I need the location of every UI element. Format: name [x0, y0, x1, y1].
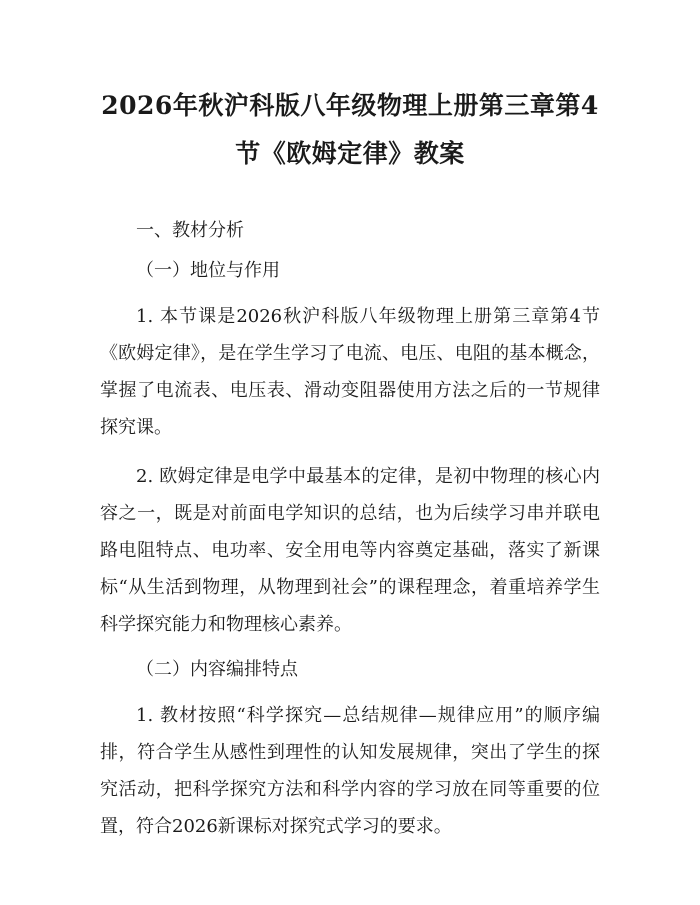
subsection-heading-status-role: （一）地位与作用 — [136, 260, 280, 281]
subsection-heading-content-arrangement: （二）内容编排特点 — [136, 659, 298, 680]
section-heading-textbook-analysis: 一、教材分析 — [136, 220, 244, 241]
title-line-1: 2026年秋沪科版八年级物理上册第三章第4 — [101, 91, 599, 120]
paragraph-3: 1. 教材按照“科学探究—总结规律—规律应用”的顺序编排，符合学生从感性到理性的认知发展规律，突出了学生的探究活动，把科学探究方法和科学内容的学习放在同等重要的位置，符合2026新课标对探究式学习的要求。 — [100, 705, 600, 837]
document-title — [100, 0, 600, 178]
title-line-2: 节《欧姆定律》教案 — [235, 139, 465, 168]
paragraph-1: 1. 本节课是2026秋沪科版八年级物理上册第三章第4节《欧姆定律》，是在学生学习了电流、电压、电阻的基本概念，掌握了电流表、电压表、滑动变阻器使用方法之后的一节规律探究课。 — [100, 306, 600, 438]
paragraph-2: 2. 欧姆定律是电学中最基本的定律，是初中物理的核心内容之一，既是对前面电学知识的总结，也为后续学习串并联电路电阻特点、电功率、安全用电等内容奠定基础，落实了新课标“从生活到物理，从物理到社会”的课程理念，着重培养学生科学探究能力和物理核心素养。 — [100, 466, 600, 635]
